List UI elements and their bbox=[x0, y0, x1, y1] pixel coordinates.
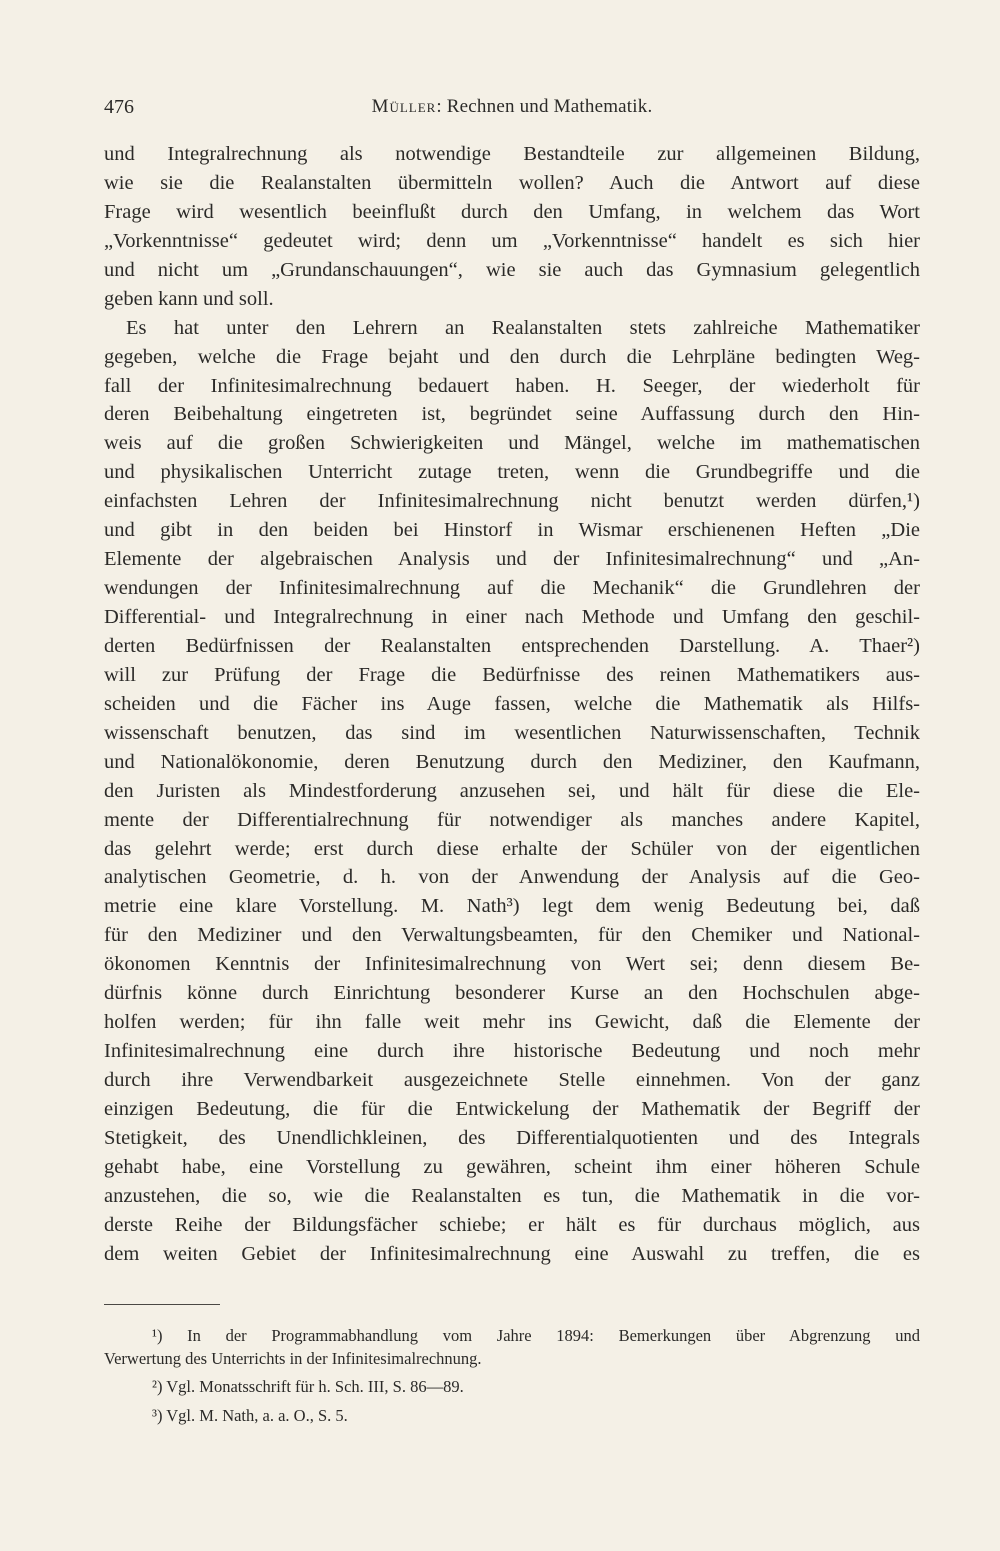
text-line: derten Bedürfnissen der Realanstalten entsprechenden Darstellung. A. Thaer²) bbox=[104, 634, 920, 657]
body-text bbox=[104, 140, 920, 1269]
text-line: derste Reihe der Bildungsfächer schiebe; er hält es für durchaus möglich, aus bbox=[104, 1213, 920, 1236]
text-line: metrie eine klare Vorstellung. M. Nath³) legt dem wenig Bedeutung bei, daß bbox=[104, 895, 920, 918]
text-line: dem weiten Gebiet der Infinitesimalrechnung eine Auswahl zu treffen, die es bbox=[104, 1242, 920, 1265]
text-line: scheiden und die Fächer ins Auge fassen, welche die Mathematik als Hilfs- bbox=[104, 692, 920, 715]
footnote-1-continued: Verwertung des Unterrichts in der Infinitesimalrechnung. bbox=[104, 1348, 482, 1368]
text-line: ökonomen Kenntnis der Infinitesimalrechnung von Wert sei; denn diesem Be- bbox=[104, 953, 920, 976]
text-line: anzustehen, die so, wie die Realanstalten es tun, die Mathematik in die vor- bbox=[104, 1184, 920, 1207]
text-line: Frage wird wesentlich beeinflußt durch den Umfang, in welchem das Wort bbox=[104, 200, 920, 223]
text-line: für den Mediziner und den Verwaltungsbeamten, für den Chemiker und National- bbox=[104, 924, 920, 947]
text-line: den Juristen als Mindestforderung anzusehen sei, und hält für diese die Ele- bbox=[104, 779, 920, 802]
footnote-3: ³) Vgl. M. Nath, a. a. O., S. 5. bbox=[152, 1405, 348, 1425]
text-line: weis auf die großen Schwierigkeiten und Mängel, welche im mathematischen bbox=[104, 432, 920, 455]
running-title-author: Müller bbox=[371, 96, 437, 117]
text-line: holfen werden; für ihn falle weit mehr ins Gewicht, daß die Elemente der bbox=[104, 1011, 920, 1034]
text-line: wendungen der Infinitesimalrechnung auf die Mechanik“ die Grundlehren der bbox=[104, 577, 920, 600]
page-header bbox=[104, 96, 920, 126]
text-line: deren Beibehaltung eingetreten ist, begründet seine Auffassung durch den Hin- bbox=[104, 403, 920, 426]
text-line: und nicht um „Grundanschauungen“, wie sie auch das Gymnasium gelegentlich bbox=[104, 258, 920, 281]
footnote-divider bbox=[104, 1304, 220, 1305]
text-line: Infinitesimalrechnung eine durch ihre historische Bedeutung und noch mehr bbox=[104, 1040, 920, 1063]
text-line: und Nationalökonomie, deren Benutzung durch den Mediziner, den Kaufmann, bbox=[104, 750, 920, 773]
running-title bbox=[104, 96, 920, 118]
text-line: gehabt habe, eine Vorstellung zu gewähren, scheint ihm einer höheren Schule bbox=[104, 1155, 920, 1178]
text-line: und gibt in den beiden bei Hinstorf in Wismar erschienenen Heften „Die bbox=[104, 519, 920, 542]
text-line: wie sie die Realanstalten übermitteln wollen? Auch die Antwort auf diese bbox=[104, 171, 920, 194]
text-line: einzigen Bedeutung, die für die Entwickelung der Mathematik der Begriff der bbox=[104, 1097, 920, 1120]
text-line: will zur Prüfung der Frage die Bedürfnisse des reinen Mathematikers aus- bbox=[104, 663, 920, 686]
text-line: Es hat unter den Lehrern an Realanstalten stets zahlreiche Mathematiker bbox=[126, 316, 920, 339]
text-line: analytischen Geometrie, d. h. von der Anwendung der Analysis auf die Geo- bbox=[104, 866, 920, 889]
text-line: Elemente der algebraischen Analysis und der Infinitesimalrechnung“ und „An- bbox=[104, 548, 920, 571]
footnotes bbox=[104, 1325, 920, 1427]
text-line: geben kann und soll. bbox=[104, 287, 274, 310]
text-line: fall der Infinitesimalrechnung bedauert haben. H. Seeger, der wiederholt für bbox=[104, 374, 920, 397]
text-line: und Integralrechnung als notwendige Bestandteile zur allgemeinen Bildung, bbox=[104, 143, 920, 165]
text-line: das gelehrt werde; erst durch diese erhalte der Schüler von der eigentlichen bbox=[104, 837, 920, 860]
running-title-text: : Rechnen und Mathematik. bbox=[436, 96, 653, 117]
text-line: und physikalischen Unterricht zutage treten, wenn die Grundbegriffe und die bbox=[104, 461, 920, 484]
footnote-2: ²) Vgl. Monatsschrift für h. Sch. III, S. 86—89. bbox=[152, 1377, 464, 1396]
text-line: „Vorkenntnisse“ gedeutet wird; denn um „Vorkenntnisse“ handelt es sich hier bbox=[104, 229, 920, 252]
text-line: einfachsten Lehren der Infinitesimalrechnung nicht benutzt werden dürfen,¹) bbox=[104, 490, 920, 513]
text-line: wissenschaft benutzen, das sind im wesentlichen Naturwissenschaften, Technik bbox=[104, 721, 920, 744]
text-line: Differential- und Integralrechnung in einer nach Methode und Umfang den geschil- bbox=[104, 606, 920, 628]
text-line: Stetigkeit, des Unendlichkleinen, des Differentialquotienten und des Integrals bbox=[104, 1126, 920, 1149]
text-line: gegeben, welche die Frage bejaht und den durch die Lehrpläne bedingten Weg- bbox=[104, 345, 920, 368]
text-line: mente der Differentialrechnung für notwendiger als manches andere Kapitel, bbox=[104, 808, 920, 831]
text-line: dürfnis könne durch Einrichtung besonderer Kurse an den Hochschulen abge- bbox=[104, 982, 920, 1005]
footnote-1: ¹) In der Programmabhandlung vom Jahre 1894: Bemerkungen über Abgrenzung und bbox=[152, 1326, 920, 1345]
text-line: durch ihre Verwendbarkeit ausgezeichnete Stelle einnehmen. Von der ganz bbox=[104, 1069, 920, 1091]
page-number: 476 bbox=[104, 96, 134, 118]
